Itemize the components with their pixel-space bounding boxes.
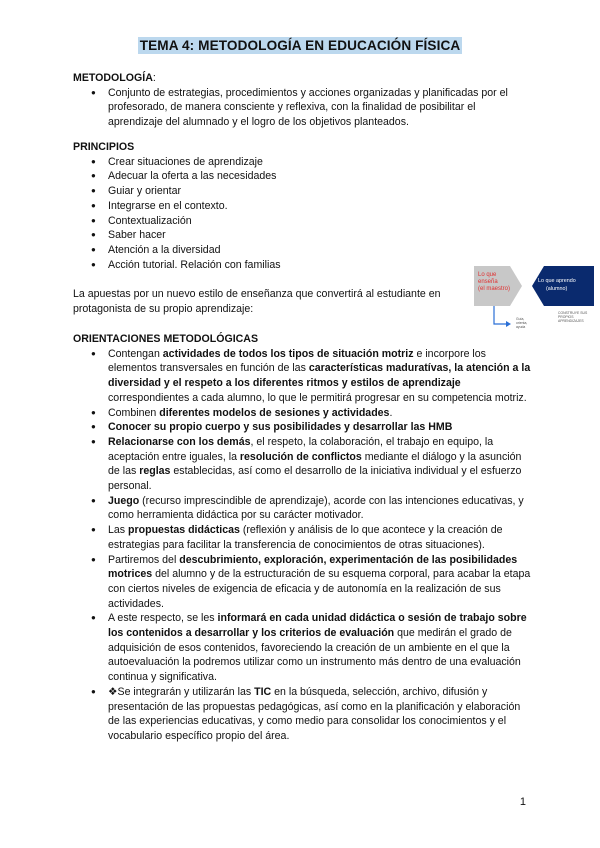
text-run: establecidas, así como el desarrollo de la iniciativa individual y el esfuerzo personal. (108, 465, 522, 493)
text-run: del alumno y de la estructuración de su esquema corporal, para acabar la etapa con ciertos niveles de exigencia de eficacia y de autonomía en la realización de sus actividades. (108, 568, 531, 610)
list-item: ● Acción tutorial. Relación con familias (108, 258, 533, 273)
metodologia-colon: : (152, 72, 156, 84)
text-run: e incorpore los elementos transversales en función de las (108, 347, 486, 375)
right-box-text: Lo que aprendo (alumno) (538, 278, 576, 292)
text-run: correspondientes a cada alumno, lo que le permitirá progresar en su competencia motriz. (108, 391, 527, 404)
list-item (108, 523, 531, 552)
bold-run: descubrimiento, exploración, experimentación de las posibilidades motrices (108, 553, 518, 581)
bold-run: Relacionarse con los demás (108, 435, 251, 448)
text-run: Partiremos del (108, 553, 180, 566)
text-run: Contengan (108, 347, 163, 360)
orientaciones-section (73, 332, 531, 744)
text-run: (reflexión y análisis de lo que acontece y la creación de estrategias para facilitar la transferencia de conocimientos de otras situaciones). (108, 524, 503, 551)
teaching-diagram (474, 264, 594, 334)
bold-run: reglas (139, 465, 171, 478)
list-item (108, 347, 531, 406)
text-run: (recurso imprescindible de aprendizaje), acorde con las intenciones educativas, y como herramienta didáctica por su carácter motivador. (108, 494, 524, 522)
bold-run: Conocer su propio cuerpo y sus posibilidades y desarrollar las HMB (108, 421, 453, 434)
text-run: A este respecto, se les (108, 612, 218, 625)
bold-run: características maduratívas, la atención a la diversidad y el respeto a los diferentes ritmos y estilos de aprendizaje (108, 362, 531, 390)
metodologia-section (73, 71, 533, 130)
under-right-text: CONSTRUYE SUS PROPIOS APRENDIZAJES (558, 311, 588, 323)
list-item (108, 494, 531, 523)
list-item (108, 406, 531, 421)
text-run: , el respeto, la colaboración, el trabajo en equipo, la aceptación entre iguales, la (108, 435, 494, 463)
bold-run: diferentes modelos de sesiones y actividades (159, 406, 390, 419)
text-run: . (389, 406, 393, 419)
bold-run: Juego (108, 494, 140, 507)
bold-run: resolución de conflictos (239, 450, 362, 463)
list-item: ● Atención a la diversidad (108, 243, 533, 258)
text-run: ❖Se integrarán y utilizarán las (108, 685, 255, 698)
list-item: ● Conjunto de estrategias, procedimientos y acciones organizadas y planificadas por el profesorado, de manera consciente y reflexiva, con la finalidad de posibilitar el aprendizaje del alumnado y el logro de los objetivos planteados. (108, 86, 533, 130)
list-item: ● Contextualización (108, 214, 533, 229)
text-run: en la búsqueda, selección, archivo, difusión y presentación de las propuestas pedagógicas, así como en la planificación y elaboración de las experiencias educativas, y como medio para consolidar los conocimientos y el vocabulario específico propio del área. (108, 685, 521, 742)
bold-run: informará en cada unidad didáctica o sesión de trabajo sobre los contenidos a desarrollar y los criterios de evaluación (108, 612, 527, 640)
text-run: mediante el diálogo y la asunción de las (108, 450, 522, 478)
list-item (108, 420, 531, 435)
page-title-wrap (0, 38, 600, 53)
list-item (108, 685, 531, 744)
list-item: ● Adecuar la oferta a las necesidades (108, 169, 533, 184)
left-box-text: Lo que enseña (el maestro) (478, 272, 511, 292)
list-item: ● Saber hacer (108, 228, 533, 243)
metodologia-heading: METODOLOGÍA (73, 72, 153, 84)
principios-section (73, 140, 533, 272)
guide-arrowhead (506, 321, 511, 327)
text-run: Combinen (108, 406, 160, 419)
guide-arrow (494, 306, 506, 324)
principios-list (73, 155, 533, 273)
text-run: que medirán el grado de adquisición de esos contenidos, favoreciendo la creación de un ambiente en el que la autoevaluación la podremos utilizar como un instrumento más dentro de una evaluación continua y significativa. (108, 627, 521, 684)
list-item (108, 435, 531, 494)
intro-paragraph: La apuestas por un nuevo estilo de enseñanza que convertirá al estudiante en protagonista de su propio aprendizaje: (73, 288, 441, 315)
bold-run: propuestas didácticas (128, 524, 240, 537)
list-item (108, 553, 531, 612)
orientaciones-heading: ORIENTACIONES METODOLÓGICAS (73, 333, 259, 345)
bold-run: actividades de todos los tipos de situación motriz (162, 347, 414, 360)
bold-run: TIC (254, 685, 272, 698)
page-title: TEMA 4: METODOLOGÍA EN EDUCACIÓN FÍSICA (139, 38, 461, 53)
principios-heading: PRINCIPIOS (73, 141, 135, 153)
list-item (108, 611, 531, 685)
text-run: Las (108, 524, 129, 537)
list-item: ● Integrarse en el contexto. (108, 199, 533, 214)
list-item: ● Guiar y orientar (108, 184, 533, 199)
page-number: 1 (519, 796, 526, 808)
list-item: ● Crear situaciones de aprendizaje (108, 155, 533, 170)
orientaciones-list (73, 347, 531, 744)
diagram-svg (474, 264, 594, 334)
metodologia-list (73, 86, 533, 130)
under-left-text: Guía, orienta, ayuda (516, 317, 528, 329)
